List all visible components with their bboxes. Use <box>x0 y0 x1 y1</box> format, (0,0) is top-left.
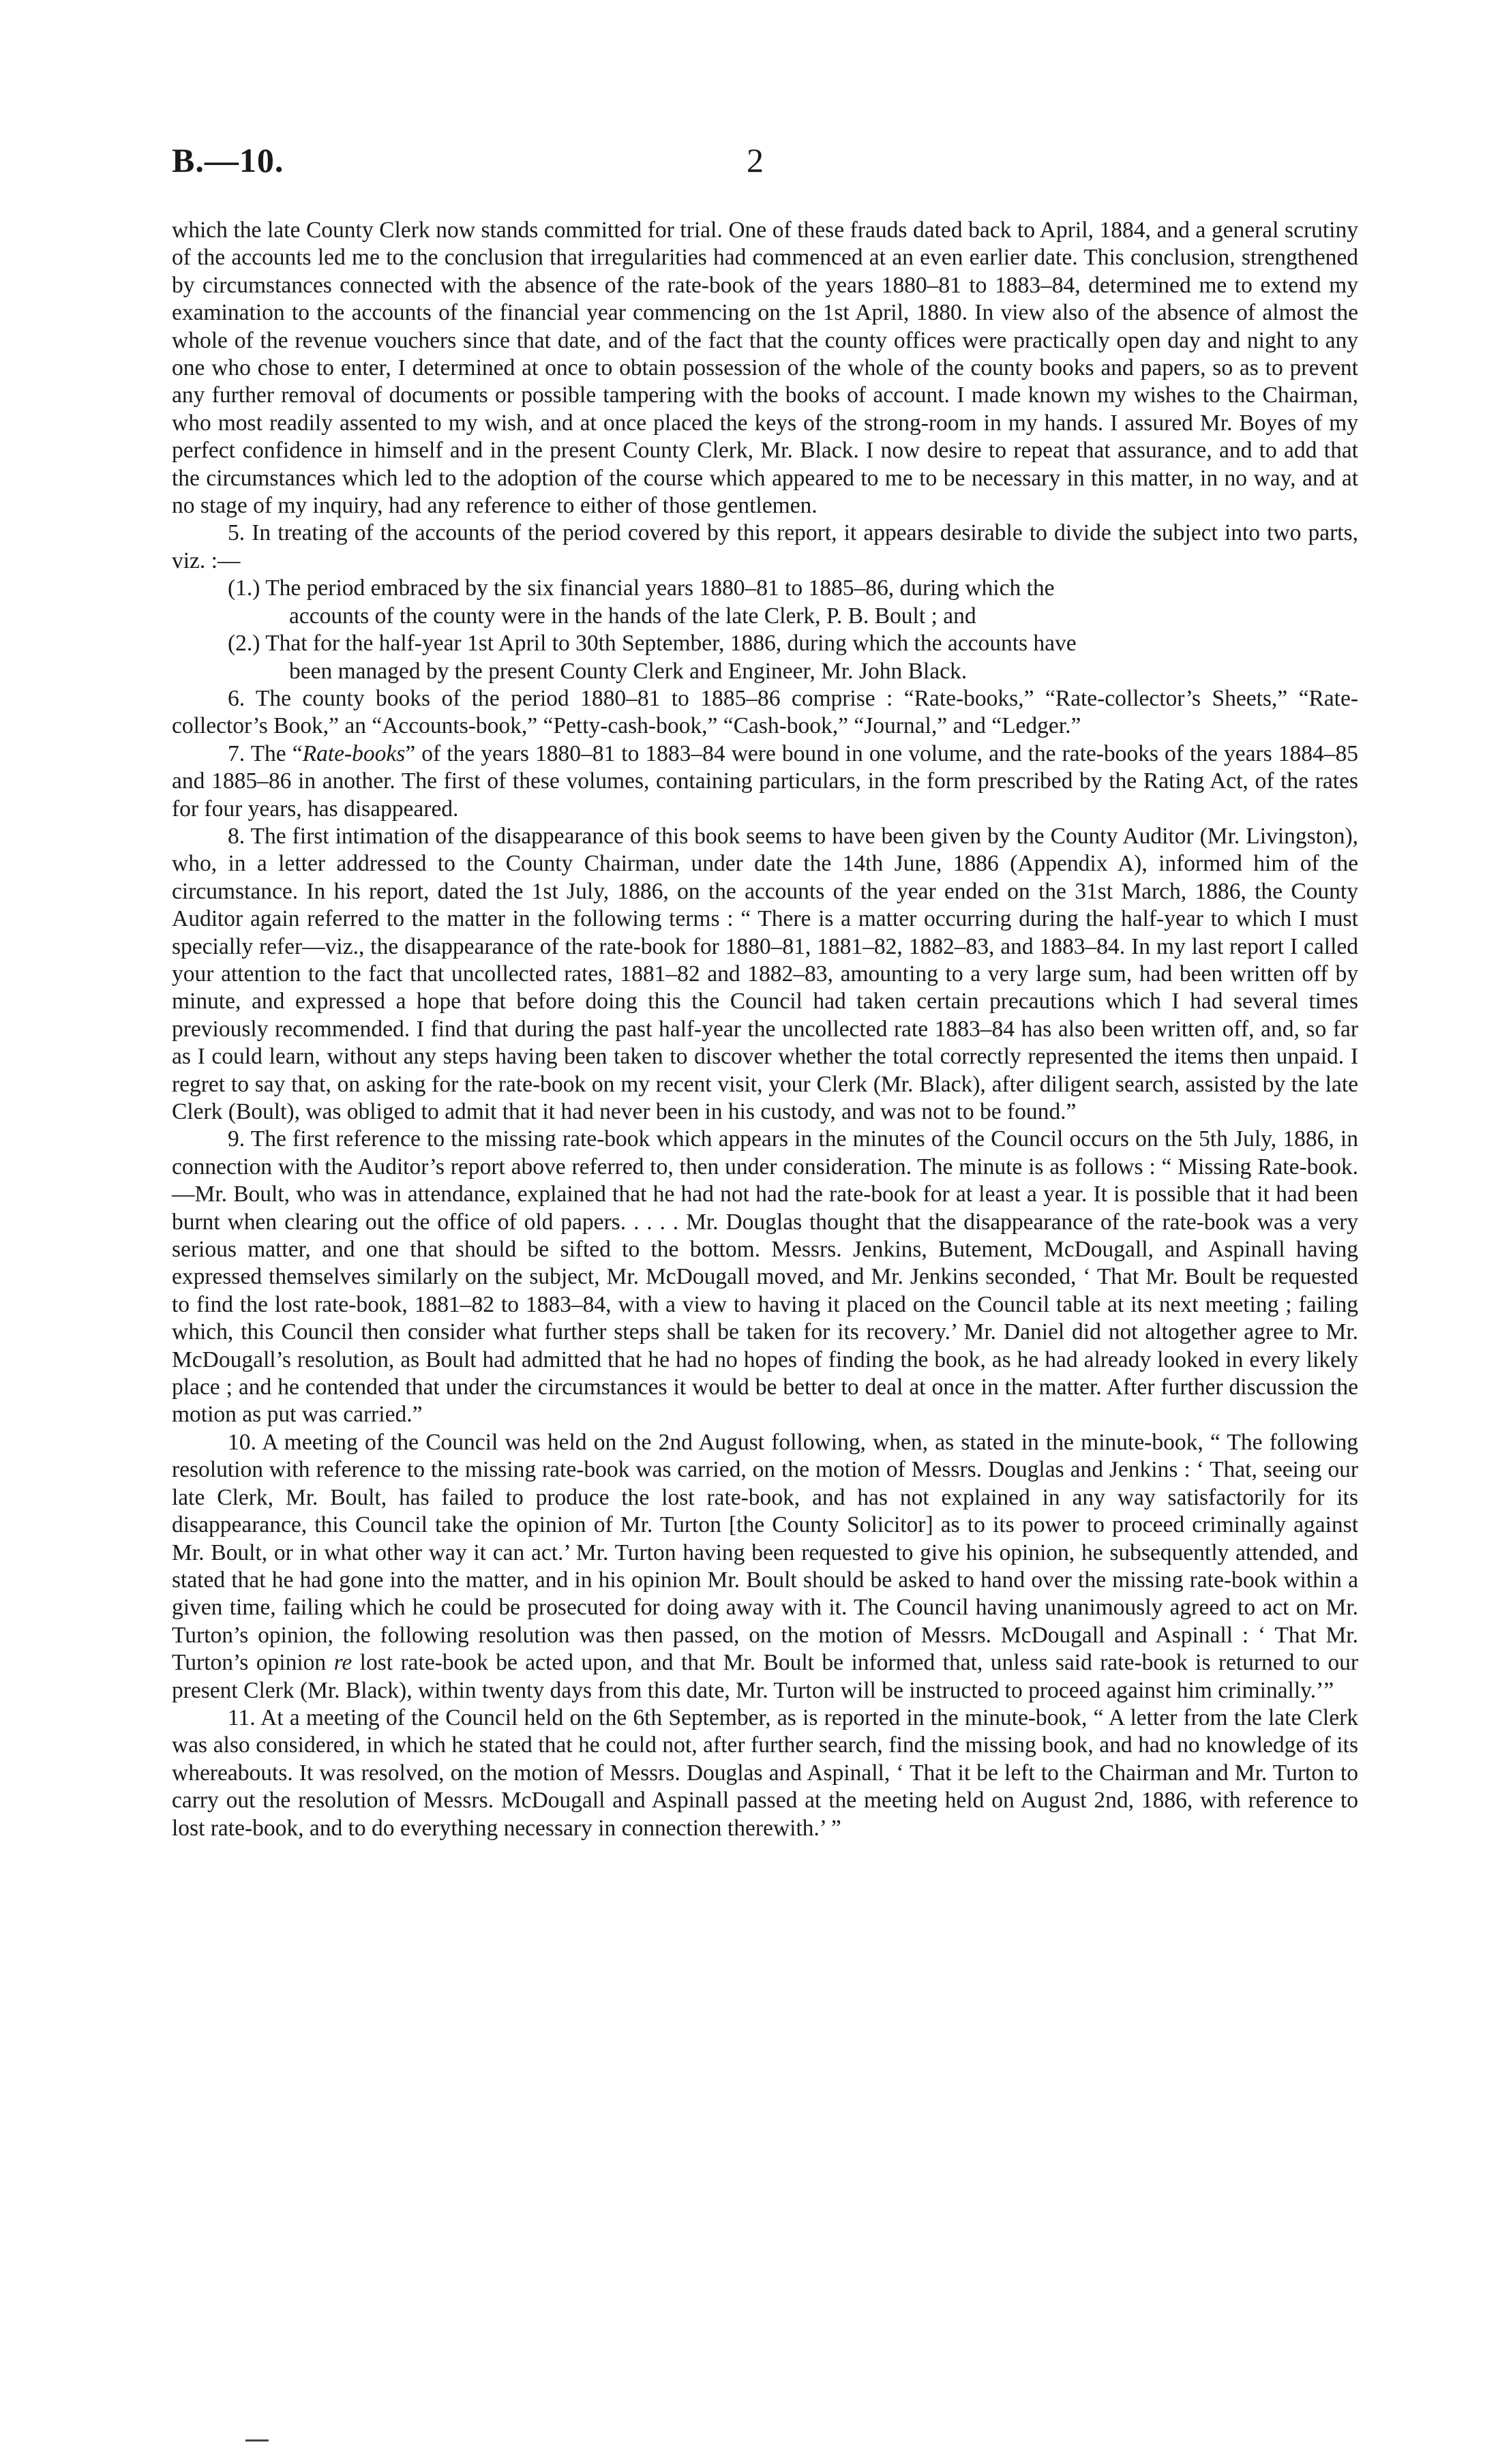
document-reference: B.—10. <box>172 141 284 179</box>
list-item-1-continuation: accounts of the county were in the hands of the late Clerk, P. B. Boult ; and <box>289 603 976 629</box>
paragraph-7 <box>172 740 1358 823</box>
paragraph-11: 11. At a meeting of the Council held on the 6th September, as is reported in the minute-book, “ A letter from the late Clerk was also considered, in which he stated that he could not, after further search, find the missing book, and had no knowledge of its whereabouts. It was resolved, on the motion of Messrs. Douglas and Aspinall, ‘ That it be left to the Chairman and Mr. Turton to carry out the resolution of Messrs. McDougall and Aspinall passed at the meeting held on August 2nd, 1886, with reference to lost rate-book, and to do everything necessary in connection therewith.’ ” <box>172 1704 1358 1841</box>
paragraph-10-prefix: 10. A meeting of the Council was held on the 2nd August following, when, as stated in the minute-book, “ The following resolution with reference to the missing rate-book was carried, on the motion of Messrs. Douglas and Jenkins : ‘ That, seeing our late Clerk, Mr. Boult, has failed to produce the lost rate-book, and has not explained in any way satisfactorily for its disappearance, this Council take the opinion of Mr. Turton [the County Solicitor] as to its power to proceed criminally against Mr. Boult, or in what other way it can act.’ Mr. Turton having been requested to give his opinion, he subsequently attended, and stated that he had gone into the matter, and in his opinion Mr. Boult should be asked to hand over the missing rate-book within a given time, failing which he could be prosecuted for doing away with it. The Council having unanimously agreed to act on Mr. Turton’s opinion, the following resolution was then passed, on the motion of Messrs. McDougall and Aspinall : ‘ That Mr. Turton’s opinion <box>172 1429 1358 1676</box>
page-number: 2 <box>747 141 764 179</box>
paragraph-4-continuation: which the late County Clerk now stands committed for trial. One of these frauds dated back to April, 1884, and a general scrutiny of the accounts led me to the conclusion that irregularities had commenced at an even earlier date. This conclusion, strengthened by circumstances connected with the absence of the rate-book of the years 1880–81 to 1883–84, determined me to extend my examination to the accounts of the financial year commencing on the 1st April, 1880. In view also of the absence of almost the whole of the revenue vouchers since that date, and of the fact that the county offices were practically open day and night to any one who chose to enter, I determined at once to obtain possession of the whole of the county books and papers, so as to prevent any further removal of documents or possible tampering with the books of account. I made known my wishes to the Chairman, who most readily assented to my wish, and at once placed the keys of the strong-room in my hands. I assured Mr. Boyes of my perfect confidence in himself and in the present County Clerk, Mr. Black. I now desire to repeat that assurance, and to add that the circumstances which led to the adoption of the course which appeared to me to be necessary in this matter, in no way, and at no stage of my inquiry, had any reference to either of those gentlemen. <box>172 217 1358 519</box>
paragraph-9: 9. The first reference to the missing rate-book which appears in the minutes of the Council occurs on the 5th July, 1886, in connection with the Auditor’s report above referred to, then under consideration. The minute is as follows : “ Missing Rate-book.—Mr. Boult, who was in attendance, explained that he had not had the rate-book for at least a year. It is possible that it had been burnt when clearing out the office of old papers. . . . . Mr. Douglas thought that the disappearance of the rate-book was a very serious matter, and one that should be sifted to the bottom. Messrs. Jenkins, Butement, McDougall, and Aspinall having expressed themselves similarly on the subject, Mr. McDougall moved, and Mr. Jenkins seconded, ‘ That Mr. Boult be requested to find the lost rate-book, 1881–82 to 1883–84, with a view to having it placed on the Council table at its next meeting ; failing which, this Council then consider what further steps shall be taken for its recovery.’ Mr. Daniel did not altogether agree to Mr. McDougall’s resolution, as Boult had admitted that he had no hopes of finding the book, as he had already looked in every likely place ; and he contended that under the circumstances it would be better to deal at once in the matter. After further discussion the motion as put was carried.” <box>172 1126 1358 1428</box>
paragraph-6: 6. The county books of the period 1880–81 to 1885–86 comprise : “Rate-books,” “Rate-collector’s Sheets,” “Rate-collector’s Book,” an “Accounts-book,” “Petty-cash-book,” “Cash-book,” “Journal,” and “Ledger.” <box>172 685 1358 739</box>
paragraph-10-rest: lost rate-book be acted upon, and that Mr. Boult be informed that, unless said rate-book is returned to our present Clerk (Mr. Black), within twenty days from this date, Mr. Turton will be instructed to proceed against him criminally.’” <box>172 1650 1358 1703</box>
paragraph-7-rest: ” of the years 1880–81 to 1883–84 were bound in one volume, and the rate-books of the years 1884–85 and 1885–86 in another. The first of these volumes, containing particulars, in the form prescribed by the Rating Act, of the rates for four years, has disappeared. <box>172 740 1358 822</box>
paragraph-7-italic: Rate-books <box>302 740 406 766</box>
paragraph-5: 5. In treating of the accounts of the period covered by this report, it appears desirable to divide the subject into two parts, viz. :— <box>172 520 1358 573</box>
paragraph-7-prefix: 7. The “ <box>228 740 303 766</box>
list-item-1-lead: (1.) The period embraced by the six financial years 1880–81 to 1885–86, during which the <box>228 575 1055 601</box>
paragraph-10-italic: re <box>333 1650 353 1676</box>
scan-mark <box>245 2439 269 2446</box>
paragraph-8: 8. The first intimation of the disappearance of this book seems to have been given by the County Auditor (Mr. Livingston), who, in a letter addressed to the County Chairman, under date the 14th June, 1886 (Appendix A), informed him of the circumstance. In his report, dated the 1st July, 1886, on the accounts of the year ended on the 31st March, 1886, the County Auditor again referred to the matter in the following terms : “ There is a matter occurring during the half-year to which I must specially refer—viz., the disappearance of the rate-book for 1880–81, 1881–82, 1882–83, and 1883–84. In my last report I called your attention to the fact that uncollected rates, 1881–82 and 1882–83, amounting to a very large sum, had been written off by minute, and expressed a hope that before doing this the Council had taken certain precautions which I had several times previously recommended. I find that during the past half-year the uncollected rate 1883–84 has also been written off, and, so far as I could learn, without any steps having been taken to discover whether the total correctly represented the items then unpaid. I regret to say that, on asking for the rate-book on my recent visit, your Clerk (Mr. Black), after diligent search, assisted by the late Clerk (Boult), was obliged to admit that it had never been in his custody, and was not to be found.” <box>172 823 1358 1124</box>
list-item-2-lead: (2.) That for the half-year 1st April to 30th September, 1886, during which the accounts have <box>228 631 1077 657</box>
list-item-2 <box>172 630 1358 685</box>
paragraph-10 <box>172 1429 1358 1704</box>
list-item-2-continuation: been managed by the present County Clerk and Engineer, Mr. John Black. <box>289 658 968 684</box>
list-item-1 <box>172 575 1358 630</box>
document-body <box>172 217 1358 1842</box>
